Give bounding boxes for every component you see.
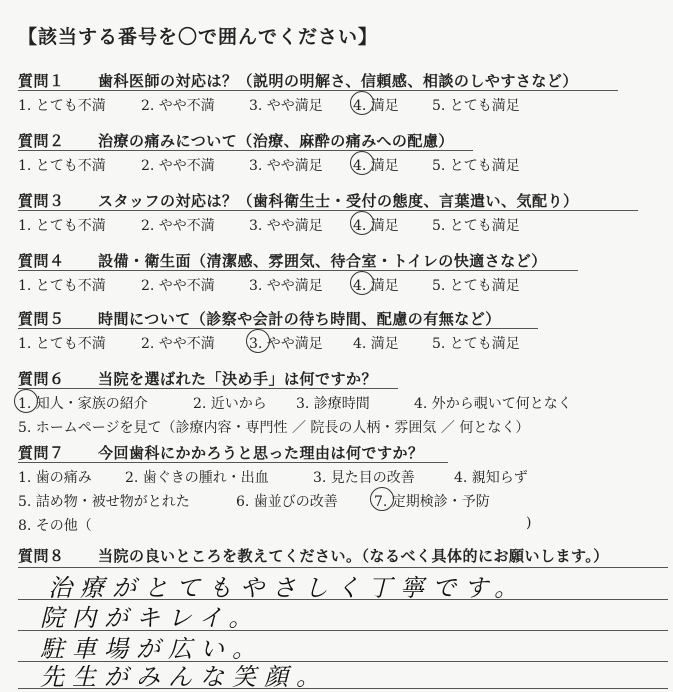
- underline: [18, 150, 473, 151]
- underline: [18, 462, 448, 463]
- option-3[interactable]: 3. 見た目の改善: [313, 470, 415, 486]
- options: [18, 275, 638, 297]
- question-text: スタッフの対応は？（歯科衛生士・受付の態度、言葉遣い、気配り）: [98, 192, 579, 210]
- options-line-2: [18, 491, 638, 511]
- underline: [18, 90, 618, 91]
- question-3: [18, 190, 638, 237]
- option-1[interactable]: 1. とても不満: [18, 278, 106, 294]
- question-number: 質問１: [18, 72, 65, 90]
- selection-circle: [350, 211, 374, 235]
- answer-line-2: 院内がキレイ。: [40, 604, 261, 632]
- option-6[interactable]: 6. 歯並びの改善: [236, 494, 338, 510]
- selection-circle: [350, 271, 374, 295]
- option-2[interactable]: 2. やや不満: [141, 98, 215, 114]
- option-4[interactable]: 4. 親知らず: [454, 470, 528, 486]
- option-1[interactable]: 1. 知人・家族の紹介: [18, 396, 148, 412]
- question-4: [18, 250, 638, 297]
- option-8[interactable]: 8. その他（: [18, 518, 92, 534]
- option-7[interactable]: 7. 定期検診・予防: [374, 494, 490, 510]
- option-1[interactable]: 1. とても不満: [18, 336, 106, 352]
- question-5: [18, 308, 638, 355]
- answer-line-1: 治療がとてもやさしく丁寧です。: [48, 574, 527, 602]
- option-4[interactable]: 4. 外から覗いて何となく: [414, 396, 572, 412]
- options-line-3: [18, 515, 638, 535]
- option-5[interactable]: 5. ホームページを見て（診療内容・専門性 ／ 院長の人柄・雰囲気 ／ 何となく）: [18, 420, 530, 436]
- question-number: 質問５: [18, 310, 65, 328]
- options: [18, 155, 638, 177]
- question-number: 質問４: [18, 252, 65, 270]
- option-4[interactable]: 4. 満足: [353, 278, 399, 294]
- option-1[interactable]: 1. とても不満: [18, 158, 106, 174]
- underline: [18, 328, 538, 329]
- option-1[interactable]: 1. とても不満: [18, 98, 106, 114]
- options-line-1: [18, 467, 638, 487]
- form-header: 【該当する番号を〇で囲んでください】: [18, 26, 379, 48]
- question-8: [18, 545, 668, 566]
- question-text: 設備・衛生面（清潔感、雰囲気、待合室・トイレの快適さなど）: [98, 252, 547, 270]
- option-2[interactable]: 2. やや不満: [141, 218, 215, 234]
- selection-circle: [350, 151, 374, 175]
- options: [18, 333, 638, 355]
- question-text: 当院を選ばれた「決め手」は何ですか？: [98, 370, 378, 388]
- option-3[interactable]: 3. 診療時間: [296, 396, 370, 412]
- option-4[interactable]: 4. 満足: [353, 98, 399, 114]
- option-2[interactable]: 2. 歯ぐきの腫れ・出血: [125, 470, 269, 486]
- question-6: [18, 368, 638, 437]
- selection-circle: [14, 389, 38, 413]
- question-2: [18, 130, 638, 177]
- question-text: 時間について（診察や会計の待ち時間、配慮の有無など）: [98, 310, 501, 328]
- question-number: 質問６: [18, 370, 65, 388]
- option-4[interactable]: 4. 満足: [353, 336, 399, 352]
- answer-line-3: 駐車場が広い。: [40, 635, 264, 663]
- option-3[interactable]: 3. やや満足: [249, 278, 323, 294]
- question-7: [18, 442, 638, 535]
- question-number: 質問８: [18, 547, 65, 565]
- option-2[interactable]: 2. やや不満: [141, 158, 215, 174]
- option-5[interactable]: 5. 詰め物・被せ物がとれた: [18, 494, 190, 510]
- underline: [18, 210, 638, 211]
- selection-circle: [350, 91, 374, 115]
- question-text: 治療の痛みについて（治療、麻酔の痛みへの配慮）: [98, 132, 454, 150]
- option-8-close: ): [526, 515, 532, 531]
- option-3[interactable]: 3. やや満足: [249, 158, 323, 174]
- question-text: 当院の良いところを教えてください。（なるべく具体的にお願いします。）: [98, 547, 609, 565]
- options-line-1: [18, 393, 638, 413]
- question-number: 質問２: [18, 132, 65, 150]
- option-2[interactable]: 2. やや不満: [141, 336, 215, 352]
- options: [18, 95, 638, 117]
- selection-circle: [370, 487, 394, 511]
- option-4[interactable]: 4. 満足: [353, 158, 399, 174]
- option-5[interactable]: 5. とても満足: [432, 278, 520, 294]
- option-5[interactable]: 5. とても満足: [432, 98, 520, 114]
- option-1[interactable]: 1. とても不満: [18, 218, 106, 234]
- question-number: 質問７: [18, 444, 65, 462]
- question-1: [18, 70, 638, 117]
- options-line-2: [18, 417, 638, 437]
- question-text: 今回歯科にかかろうと思った理由は何ですか？: [98, 444, 424, 462]
- question-number: 質問３: [18, 192, 65, 210]
- answer-line-4: 先生がみんな笑顔。: [40, 663, 328, 691]
- underline: [18, 270, 578, 271]
- option-3[interactable]: 3. やや満足: [249, 98, 323, 114]
- option-2[interactable]: 2. 近いから: [193, 396, 267, 412]
- option-2[interactable]: 2. やや不満: [141, 278, 215, 294]
- question-text: 歯科医師の対応は？（説明の明解さ、信頼感、相談のしやすさなど）: [98, 72, 578, 90]
- option-4[interactable]: 4. 満足: [353, 218, 399, 234]
- options: [18, 215, 638, 237]
- option-5[interactable]: 5. とても満足: [432, 218, 520, 234]
- underline: [18, 388, 398, 389]
- option-3[interactable]: 3. やや満足: [249, 336, 323, 352]
- selection-circle: [246, 329, 270, 353]
- option-5[interactable]: 5. とても満足: [432, 158, 520, 174]
- option-1[interactable]: 1. 歯の痛み: [18, 470, 92, 486]
- option-5[interactable]: 5. とても満足: [432, 336, 520, 352]
- option-3[interactable]: 3. やや満足: [249, 218, 323, 234]
